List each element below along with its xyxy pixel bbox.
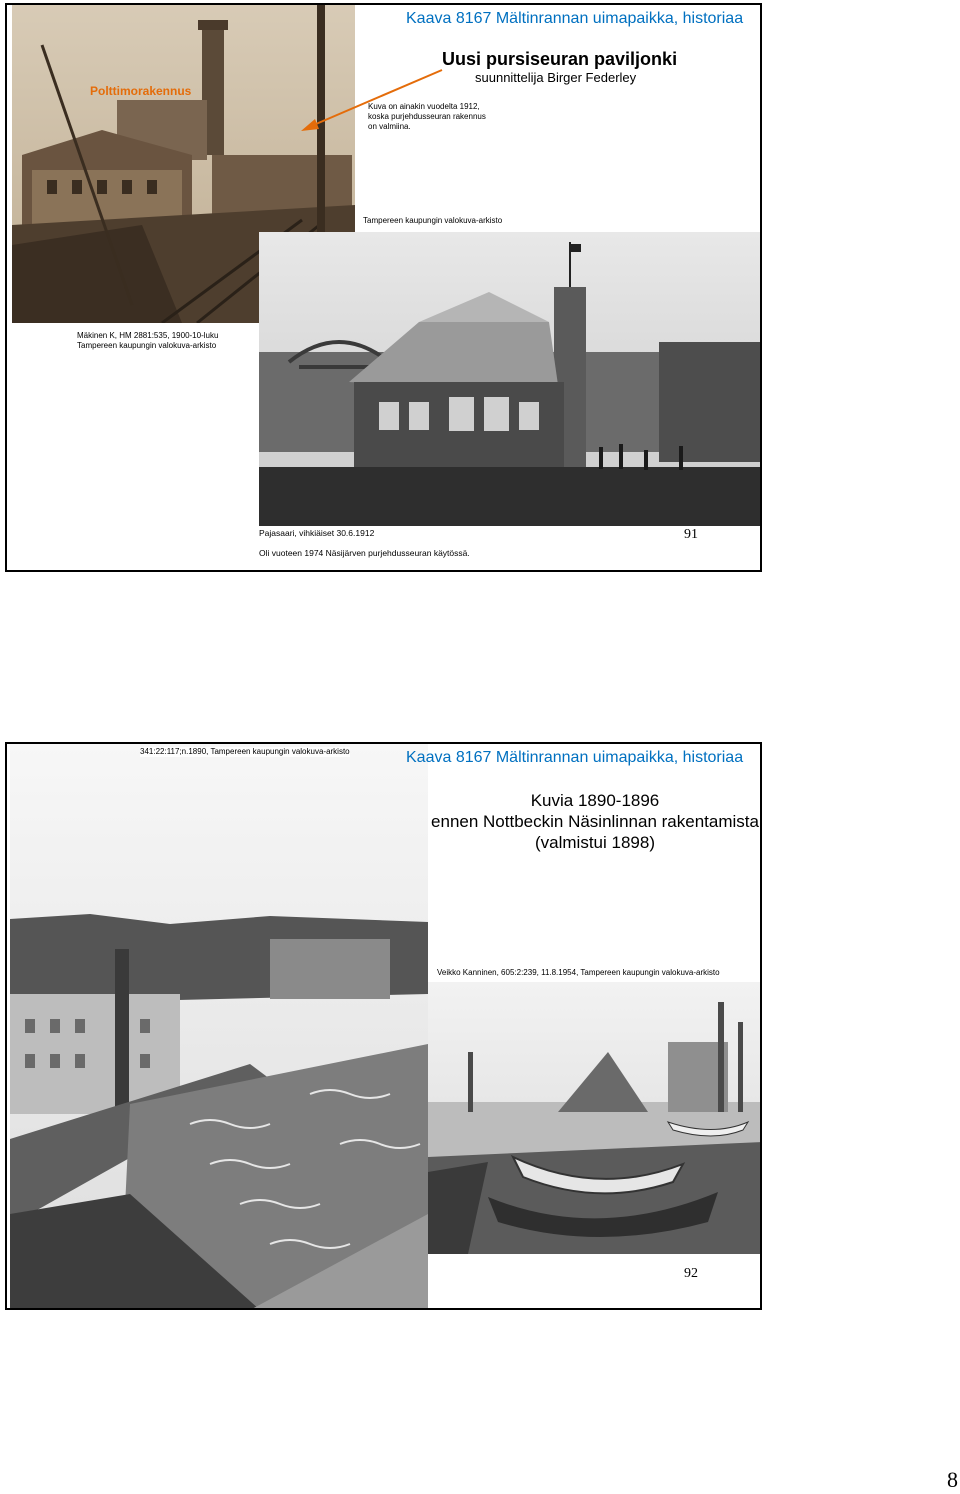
slide-heading	[428, 790, 762, 853]
slide-heading-line: Kuvia 1890-1896	[530, 791, 660, 810]
photo-pavilion	[259, 232, 762, 526]
slide-header: Kaava 8167 Mältinrannan uimapaikka, historiaa	[406, 749, 744, 766]
slide-header: Kaava 8167 Mältinrannan uimapaikka, historiaa	[406, 10, 744, 27]
slide-91	[5, 3, 762, 572]
photo1-caption-line: Tampereen kaupungin valokuva-arkisto	[77, 341, 217, 350]
photo2-caption: Veikko Kanninen, 605:2:239, 11.8.1954, Tampereen kaupungin valokuva-arkisto	[437, 968, 720, 977]
photo-boats	[428, 982, 762, 1254]
photo-rapids	[10, 744, 428, 1310]
bottom-note: Oli vuoteen 1974 Näsijärven purjehdusseuran käytössä.	[259, 548, 470, 558]
photo1-caption: 341:22:117;n.1890, Tampereen kaupungin valokuva-arkisto	[140, 747, 350, 756]
photo-note-line: koska purjehdusseuran rakennus	[368, 112, 486, 121]
photo-note	[368, 102, 486, 132]
photo-note-line: on valmiina.	[368, 122, 411, 131]
photo1-caption	[77, 331, 218, 351]
slide-heading-line: ennen Nottbeckin Näsinlinnan rakentamista	[431, 812, 759, 831]
slide-title: Uusi pursiseuran paviljonki	[442, 49, 678, 69]
photo-note-line: Kuva on ainakin vuodelta 1912,	[368, 102, 480, 111]
page-number: 8	[947, 1467, 958, 1492]
photo1-caption-line: Mäkinen K, HM 2881:535, 1900-10-luku	[77, 331, 219, 340]
slide-number: 92	[684, 1266, 698, 1281]
label-polttimorakennus: Polttimorakennus	[90, 84, 192, 98]
archive-caption: Tampereen kaupungin valokuva-arkisto	[363, 216, 503, 225]
slide-92	[5, 742, 762, 1310]
photo2-caption: Pajasaari, vihkiäiset 30.6.1912	[259, 528, 375, 538]
slide-heading-line: (valmistui 1898)	[535, 833, 655, 852]
slide-number: 91	[684, 527, 698, 542]
slide-subtitle: suunnittelija Birger Federley	[475, 70, 637, 85]
